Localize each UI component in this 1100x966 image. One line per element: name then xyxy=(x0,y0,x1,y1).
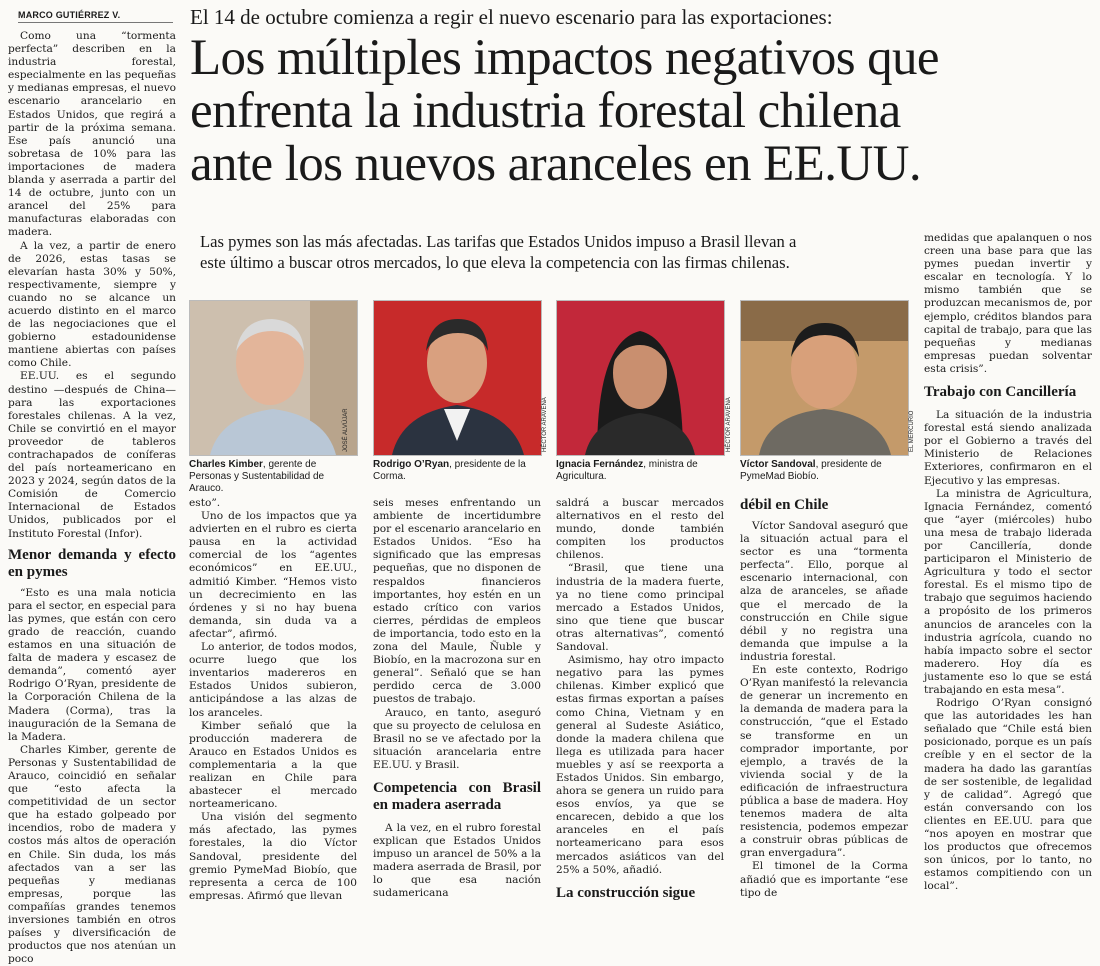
photo-credit: HÉCTOR ARAVENA xyxy=(542,397,548,452)
subhead-cancilleria: Trabajo con Cancillería xyxy=(924,384,1077,401)
paragraph: EE.UU. es el segundo destino —después de China— para las exportaciones forestales chilenas. A la vez, Chile se convirtió en el mayor proveedor de tableros contrachapados de coníferas del país norteamericano en 2023 y 2024, según datos de la Comisión de Comercio Internacional de Estados Unidos, publicados por el Instituto Forestal (Infor). xyxy=(8,370,176,540)
paragraph: Uno de los impactos que ya advierten en el rubro es cierta pausa en la actividad comercial de los “agentes económicos” en EE.UU., admitió Kimber. “Hemos visto un decrecimiento en las órdenes y si no hay buena demanda, sin duda va a afectar”, afirmó. xyxy=(189,510,357,640)
paragraph: Lo anterior, de todos modos, ocurre luego que los inventarios madereros en Estados Unidos subieron, anticipándose a las alzas de los aranceles. xyxy=(189,641,357,719)
headline-line-3: ante los nuevos aranceles en EE.UU. xyxy=(190,136,921,192)
paragraph: La situación de la industria forestal está siendo analizada por el Gobierno a través del Ministerio de Relaciones Exteriores, confirmaron en el Ejecutivo y las empresas. xyxy=(924,409,1092,487)
caption-name: Ignacia Fernández xyxy=(556,459,644,470)
paragraph: Como una “tormenta perfecta” describen en la industria forestal, especialmente en las pequeñas y medianas empresas, el nuevo escenario arancelario en Estados Unidos, que regirá a partir de la próxima semana. Ese país anunció una sobretasa de 10% para las importaciones de madera blanda y aserrada a partir del 14 de octubre, junto con un arancel del 25% para manufacturas elaboradas con madera. xyxy=(8,30,176,239)
photo-ignacia-fernandez xyxy=(556,300,725,456)
column-5 xyxy=(740,497,908,900)
portrait-illustration xyxy=(741,301,908,455)
paragraph: medidas que apalanquen o nos creen una base para que las pymes puedan invertir y escalar en tecnología. Y lo mismo también que se produzcan mecanismos de, por ejemplo, créditos blandos para capital de trabajo, para que las pequeñas y medianas empresas puedan solventar esta crisis”. xyxy=(924,232,1092,375)
paragraph: seis meses enfrentando un ambiente de incertidumbre por el escenario arancelario en Estados Unidos. “Eso ha significado que las empresas pequeñas, que no disponen de respaldos financieros importantes, hoy estén en un estado crítico con varios cierres, pérdidas de empleos de importancia, todo esto en la zona del Maule, Ñuble y Biobío, en la macrozona sur en general”. Señaló que se han perdido cerca de 3.000 puestos de trabajo. xyxy=(373,497,541,706)
subhead-construccion-1: La construcción sigue xyxy=(556,884,696,901)
subhead-competencia-brasil: Competencia con Brasil en madera aserrada xyxy=(373,779,541,813)
headline-line-2: enfrenta la industria forestal chilena xyxy=(190,83,901,139)
headline-line-1: Los múltiples impactos negativos que xyxy=(190,30,939,86)
paragraph: Kimber señaló que la producción maderera de Arauco en Estados Unidos es complementaria a la que realizan en Chile para abastecer el mercado norteamericano. xyxy=(189,719,357,811)
subhead-menor-demanda: Menor demanda y efecto en pymes xyxy=(8,546,176,580)
caption-fernandez xyxy=(556,459,724,483)
column-4 xyxy=(556,497,724,902)
portrait-illustration xyxy=(557,301,724,455)
caption-role: , presidente de PymeMad Biobío. xyxy=(740,459,882,482)
byline: MARCO GUTIÉRREZ V. xyxy=(18,10,121,20)
portrait-illustration xyxy=(190,301,357,455)
column-2 xyxy=(189,497,357,903)
deck xyxy=(200,231,796,273)
paragraph: El timonel de la Corma añadió que es importante “ese tipo de xyxy=(740,860,908,899)
byline-rule xyxy=(18,22,173,23)
caption-sandoval xyxy=(740,459,908,483)
caption-name: Charles Kimber xyxy=(189,459,263,470)
photo-credit: EL MERCURIO xyxy=(909,410,915,452)
caption-name: Rodrigo O’Ryan xyxy=(373,459,450,470)
caption-role: , gerente de Personas y Sustentabilidad de Arauco. xyxy=(189,459,325,494)
paragraph: saldrá a buscar mercados alternativos en el resto del mundo, donde también compiten los productos chilenos. xyxy=(556,497,724,562)
deck-line-1: Las pymes son las más afectadas. Las tarifas que Estados Unidos impuso a Brasil llevan a xyxy=(200,232,797,251)
column-3 xyxy=(373,497,541,901)
paragraph: Rodrigo O’Ryan consignó que las autoridades les han señalado que “Chile está bien posicionado, porque es un país creíble y en el sector de la madera ha dado las garantías de ser sostenible, de legalidad y de calidad”. Agregó que están conversando con los clientes en EE.UU. para que “nos apoyen en mostrar que los productos que ofrecemos son únicos, por lo tanto, no estamos compitiendo con un local”. xyxy=(924,697,1092,893)
photo-rodrigo-oryan xyxy=(373,300,542,456)
column-1 xyxy=(8,30,176,966)
subhead-construccion-2: débil en Chile xyxy=(740,497,829,513)
paragraph: Asimismo, hay otro impacto negativo para las pymes chilenas. Kimber explicó que estas firmas exportan a países como China, Vietnam y en general al Sudeste Asiático, donde la madera chilena que llega es utilizada para hacer muebles y así se reexporta a Estados Unidos. Sin embargo, ahora se genera un ruido para esos envíos, ya que se encarecen, debido a que los aranceles en el país norteamericano para esos mercados asiáticos van del 25% a 50%, añadió. xyxy=(556,654,724,876)
paragraph: esto”. xyxy=(189,497,221,509)
caption-oryan xyxy=(373,459,541,483)
column-6 xyxy=(924,232,1092,894)
paragraph: Víctor Sandoval aseguró que la situación actual para el sector es una “tormenta perfecta”. Ello, porque al escenario internacional, con alza de aranceles, se añade que el mercado de la construcción en Chile sigue débil y no registra una demanda que impulse a la industria forestal. xyxy=(740,520,908,663)
paragraph: La ministra de Agricultura, Ignacia Fernández, comentó que “ayer (miércoles) hubo una mesa de trabajo liderada por Cancillería, donde participaron el Ministerio de Agricultura y todo el sector forestal. Es el mismo tipo de trabajo que seguimos haciendo a propósito de los primeros anuncios de aranceles con la industria agrícola, cuando no había impacto sobre el sector maderero. Hoy día es justamente eso lo que se está trabajando en esta mesa”. xyxy=(924,487,1092,696)
deck-line-2: este último a buscar otros mercados, lo que eleva la competencia con las firmas chilenas. xyxy=(200,253,790,272)
photo-charles-kimber xyxy=(189,300,358,456)
paragraph: Charles Kimber, gerente de Personas y Sustentabilidad de Arauco, coincidió en señalar que “esto afecta la competitividad de un sector que ha estado golpeado por incendios, robo de madera y costos más altos de operación en Chile. Sin duda, los más afectados van a ser las pequeñas y medianas empresas, porque las compañías grandes tenemos inversiones también en otros países y diversificación de productos que nos atenúan un poco xyxy=(8,743,176,966)
caption-name: Víctor Sandoval xyxy=(740,459,816,470)
portrait-illustration xyxy=(374,301,541,455)
paragraph: A la vez, a partir de enero de 2026, estas tasas se elevarían hasta 30% y 50%, respectivamente, siempre y cuando no se alcance un acuerdo distinto en el marco de las negociaciones que el gobierno estadounidense mantiene abiertas con países como Chile. xyxy=(8,239,176,370)
caption-role: , presidente de la Corma. xyxy=(373,459,526,482)
caption-kimber xyxy=(189,459,357,495)
caption-role: , ministra de Agricultura. xyxy=(556,459,698,482)
headline xyxy=(190,32,939,191)
paragraph: Arauco, en tanto, aseguró que su proyecto de celulosa en Brasil no se ve afectado por la situación arancelaria entre EE.UU. y Brasil. xyxy=(373,706,541,771)
paragraph: A la vez, en el rubro forestal explican que Estados Unidos impuso un arancel de 50% a la madera aserrada de Brasil, por lo que esa nación sudamericana xyxy=(373,821,541,900)
paragraph: “Esto es una mala noticia para el sector, en especial para las pymes, que están con cero grado de reacción, cuando estamos en una situación de falta de madera y escasez de demanda”, comentó ayer Rodrigo O’Ryan, presidente de la Corporación Chilena de la Madera (Corma), tras la inauguración de la Semana de la Madera. xyxy=(8,586,176,743)
paragraph: En este contexto, Rodrigo O’Ryan manifestó la relevancia de generar un incremento en la demanda de madera para la construcción, “que el Estado se transforme en un comprador importante, por ejemplo, a través de la vivienda social y de la edificación de infraestructura pública a base de madera. Hoy tenemos madera de alta resistencia, podemos empezar a construir obras públicas de gran envergadura”. xyxy=(740,664,908,860)
paragraph: Una visión del segmento más afectado, las pymes forestales, la dio Víctor Sandoval, presidente del gremio PymeMad Biobío, que representa a cerca de 100 empresas. Afirmó que llevan xyxy=(189,811,357,902)
paragraph: “Brasil, que tiene una industria de la madera fuerte, ya no tiene como principal mercado a Estados Unidos, sino que tiene que buscar otras alternativas”, comentó Sandoval. xyxy=(556,562,724,654)
photo-victor-sandoval xyxy=(740,300,909,456)
photo-credit: JOSÉ ALVÚJAR xyxy=(343,408,349,452)
photo-credit: HÉCTOR ARAVENA xyxy=(726,397,732,452)
kicker: El 14 de octubre comienza a regir el nuevo escenario para las exportaciones: xyxy=(190,5,833,29)
